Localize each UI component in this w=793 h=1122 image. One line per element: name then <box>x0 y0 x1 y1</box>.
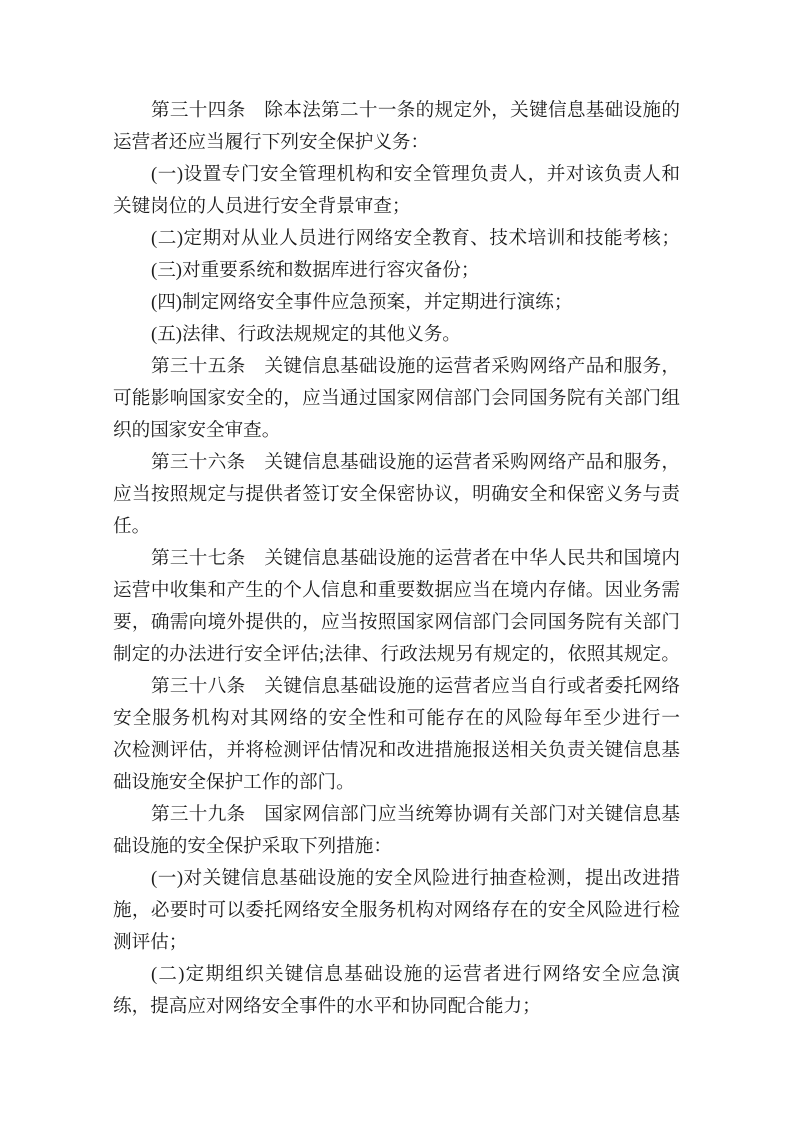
article-34-item-5 <box>113 319 680 351</box>
article-34-item-2 <box>113 223 680 255</box>
article-39 <box>113 799 680 863</box>
text-line: 测评估； <box>113 932 188 953</box>
text-line: 次检测评估，并将检测评估情况和改进措施报送相关负责关键信息基 <box>113 740 680 761</box>
text-line: (五)法律、行政法规规定的其他义务。 <box>151 324 461 345</box>
article-34-item-1 <box>113 159 680 223</box>
text-line: (一)对关键信息基础设施的安全风险进行抽查检测，提出改进措 <box>151 868 680 889</box>
article-36 <box>113 447 680 543</box>
text-line: 第三十四条 除本法第二十一条的规定外，关键信息基础设施的 <box>151 100 680 121</box>
text-line: 第三十七条 关键信息基础设施的运营者在中华人民共和国境内 <box>151 548 680 569</box>
text-line: 任。 <box>113 516 151 537</box>
text-line: 第三十八条 关键信息基础设施的运营者应当自行或者委托网络 <box>151 676 680 697</box>
article-38 <box>113 671 680 799</box>
text-line: 运营中收集和产生的个人信息和重要数据应当在境内存储。因业务需 <box>113 580 680 601</box>
text-line: 施，必要时可以委托网络安全服务机构对网络存在的安全风险进行检 <box>113 900 680 921</box>
text-line: (一)设置专门安全管理机构和安全管理负责人，并对该负责人和 <box>151 164 680 185</box>
text-line: (二)定期对从业人员进行网络安全教育、技术培训和技能考核； <box>151 228 680 249</box>
text-line: 要，确需向境外提供的，应当按照国家网信部门会同国务院有关部门 <box>113 612 680 633</box>
text-line: 础设施的安全保护采取下列措施： <box>113 836 392 857</box>
text-line: 安全服务机构对其网络的安全性和可能存在的风险每年至少进行一 <box>113 708 680 729</box>
text-line: (三)对重要系统和数据库进行容灾备份； <box>151 260 480 281</box>
article-35 <box>113 351 680 447</box>
article-34 <box>113 95 680 159</box>
text-line: 运营者还应当履行下列安全保护义务： <box>113 132 430 153</box>
document-body <box>113 95 680 1023</box>
text-line: 应当按照规定与提供者签订安全保密协议，明确安全和保密义务与责 <box>113 484 680 505</box>
text-line: 第三十六条 关键信息基础设施的运营者采购网络产品和服务， <box>151 452 680 473</box>
text-line: (四)制定网络安全事件应急预案，并定期进行演练； <box>151 292 573 313</box>
text-line: 制定的办法进行安全评估;法律、行政法规另有规定的，依照其规定。 <box>113 644 680 665</box>
text-line: 第三十五条 关键信息基础设施的运营者采购网络产品和服务， <box>151 356 680 377</box>
article-39-item-1 <box>113 863 680 959</box>
article-34-item-3 <box>113 255 680 287</box>
text-line: 第三十九条 国家网信部门应当统筹协调有关部门对关键信息基 <box>151 804 680 825</box>
article-39-item-2 <box>113 959 680 1023</box>
text-line: 础设施安全保护工作的部门。 <box>113 772 355 793</box>
text-line: 关键岗位的人员进行安全背景审查； <box>113 196 411 217</box>
text-line: 织的国家安全审查。 <box>113 420 281 441</box>
text-line: 练，提高应对网络安全事件的水平和协同配合能力； <box>113 996 541 1017</box>
article-34-item-4 <box>113 287 680 319</box>
text-line: (二)定期组织关键信息基础设施的运营者进行网络安全应急演 <box>151 964 680 985</box>
article-37 <box>113 543 680 671</box>
text-line: 可能影响国家安全的，应当通过国家网信部门会同国务院有关部门组 <box>113 388 680 409</box>
